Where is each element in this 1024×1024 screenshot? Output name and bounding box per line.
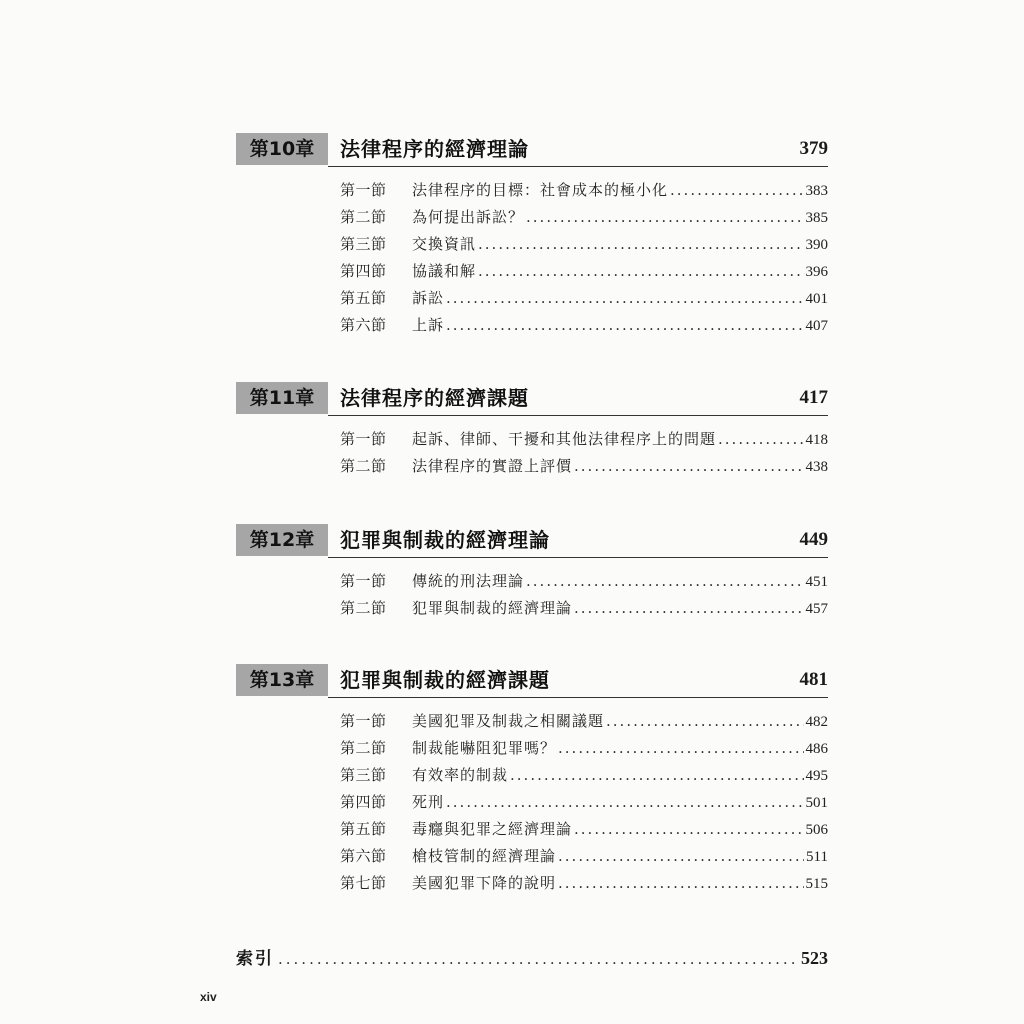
section-page: 495 (805, 768, 828, 784)
section-page: 457 (805, 601, 828, 617)
section-number: 第一節 (340, 712, 387, 730)
section-title: 交換資訊 (412, 235, 477, 253)
section-number: 第二節 (340, 599, 387, 617)
toc-entry (340, 312, 828, 339)
dot-leader (670, 177, 803, 204)
toc-entry (340, 177, 828, 204)
section-page: 482 (805, 714, 828, 730)
section-list (340, 177, 828, 339)
dot-leader (606, 708, 803, 735)
dot-leader (526, 204, 803, 231)
section-title: 訴訟 (412, 289, 445, 307)
chapter-page: 449 (799, 529, 828, 550)
dot-leader (510, 762, 803, 789)
toc-entry (340, 426, 828, 453)
section-page: 385 (805, 210, 828, 226)
section-page: 511 (806, 849, 828, 865)
section-title: 犯罪與制裁的經濟理論 (412, 599, 573, 617)
section-number: 第四節 (340, 793, 387, 811)
dot-leader (574, 595, 803, 622)
section-number: 第四節 (340, 262, 387, 280)
section-page: 418 (805, 432, 828, 448)
toc-entry (340, 453, 828, 480)
section-title: 美國犯罪及制裁之相關議題 (412, 712, 605, 730)
index-label: 索引 (236, 949, 274, 969)
section-page: 383 (805, 183, 828, 199)
section-number: 第六節 (340, 847, 387, 865)
dot-leader (574, 816, 803, 843)
chapter-10 (236, 133, 828, 334)
toc-entry (340, 258, 828, 285)
chapter-12 (236, 524, 828, 617)
chapter-rule (328, 166, 828, 167)
chapter-heading (236, 382, 828, 416)
chapter-page: 481 (799, 669, 828, 690)
index-page: 523 (801, 948, 828, 968)
section-number: 第三節 (340, 766, 387, 784)
dot-leader (478, 258, 803, 285)
section-title: 法律程序的目標：社會成本的極小化 (412, 181, 669, 199)
chapter-number: 第11章 (236, 382, 328, 414)
section-page: 486 (805, 741, 828, 757)
chapter-11 (236, 382, 828, 475)
section-title: 槍枝管制的經濟理論 (412, 847, 557, 865)
section-number: 第五節 (340, 289, 387, 307)
toc-entry (340, 843, 828, 870)
chapter-heading (236, 524, 828, 558)
toc-entry (340, 231, 828, 258)
section-title: 死刑 (412, 793, 445, 811)
chapter-heading (236, 133, 828, 167)
dot-leader (718, 426, 803, 453)
chapter-number: 第10章 (236, 133, 328, 165)
section-title: 有效率的制裁 (412, 766, 509, 784)
section-list (340, 426, 828, 480)
dot-leader (446, 285, 803, 312)
toc-entry (340, 870, 828, 897)
section-list (340, 568, 828, 622)
chapter-13 (236, 664, 828, 892)
index-entry (236, 944, 828, 972)
section-page: 407 (805, 318, 828, 334)
section-title: 制裁能嚇阻犯罪嗎？ (412, 739, 557, 757)
toc-entry (340, 762, 828, 789)
section-page: 438 (805, 459, 828, 475)
chapter-number: 第12章 (236, 524, 328, 556)
section-number: 第五節 (340, 820, 387, 838)
section-number: 第一節 (340, 181, 387, 199)
dot-leader (574, 453, 803, 480)
toc-entry (340, 708, 828, 735)
chapter-rule (328, 415, 828, 416)
section-number: 第二節 (340, 739, 387, 757)
section-page: 390 (805, 237, 828, 253)
section-title: 傳統的刑法理論 (412, 572, 525, 590)
chapter-rule (328, 557, 828, 558)
section-title: 協議和解 (412, 262, 477, 280)
chapter-page: 417 (799, 387, 828, 408)
chapter-page: 379 (799, 138, 828, 159)
toc-entry (340, 595, 828, 622)
dot-leader (558, 870, 803, 897)
section-title: 上訴 (412, 316, 445, 334)
section-page: 396 (805, 264, 828, 280)
section-number: 第一節 (340, 572, 387, 590)
dot-leader (478, 231, 803, 258)
section-title: 法律程序的實證上評價 (412, 457, 573, 475)
dot-leader (278, 945, 797, 973)
chapter-title: 犯罪與制裁的經濟理論 (340, 528, 550, 552)
chapter-number: 第13章 (236, 664, 328, 696)
section-number: 第七節 (340, 874, 387, 892)
dot-leader (526, 568, 803, 595)
section-page: 515 (805, 876, 828, 892)
section-number: 第六節 (340, 316, 387, 334)
chapter-title: 犯罪與制裁的經濟課題 (340, 668, 550, 692)
toc-entry (340, 204, 828, 231)
toc-entry (340, 735, 828, 762)
dot-leader (558, 735, 803, 762)
dot-leader (446, 312, 803, 339)
section-number: 第二節 (340, 457, 387, 475)
chapter-heading (236, 664, 828, 698)
page-folio: xiv (200, 990, 217, 1004)
section-title: 起訴、律師、干擾和其他法律程序上的問題 (412, 430, 717, 448)
chapter-title: 法律程序的經濟理論 (340, 137, 529, 161)
section-number: 第一節 (340, 430, 387, 448)
dot-leader (446, 789, 803, 816)
toc-entry (340, 789, 828, 816)
section-page: 506 (805, 822, 828, 838)
section-title: 為何提出訴訟？ (412, 208, 525, 226)
dot-leader (558, 843, 804, 870)
section-number: 第二節 (340, 208, 387, 226)
chapter-title: 法律程序的經濟課題 (340, 386, 529, 410)
toc-entry (340, 285, 828, 312)
section-page: 401 (805, 291, 828, 307)
section-page: 501 (805, 795, 828, 811)
section-list (340, 708, 828, 897)
section-title: 美國犯罪下降的說明 (412, 874, 557, 892)
toc-entry (340, 816, 828, 843)
section-title: 毒癮與犯罪之經濟理論 (412, 820, 573, 838)
section-page: 451 (805, 574, 828, 590)
chapter-rule (328, 697, 828, 698)
section-number: 第三節 (340, 235, 387, 253)
toc-entry (340, 568, 828, 595)
